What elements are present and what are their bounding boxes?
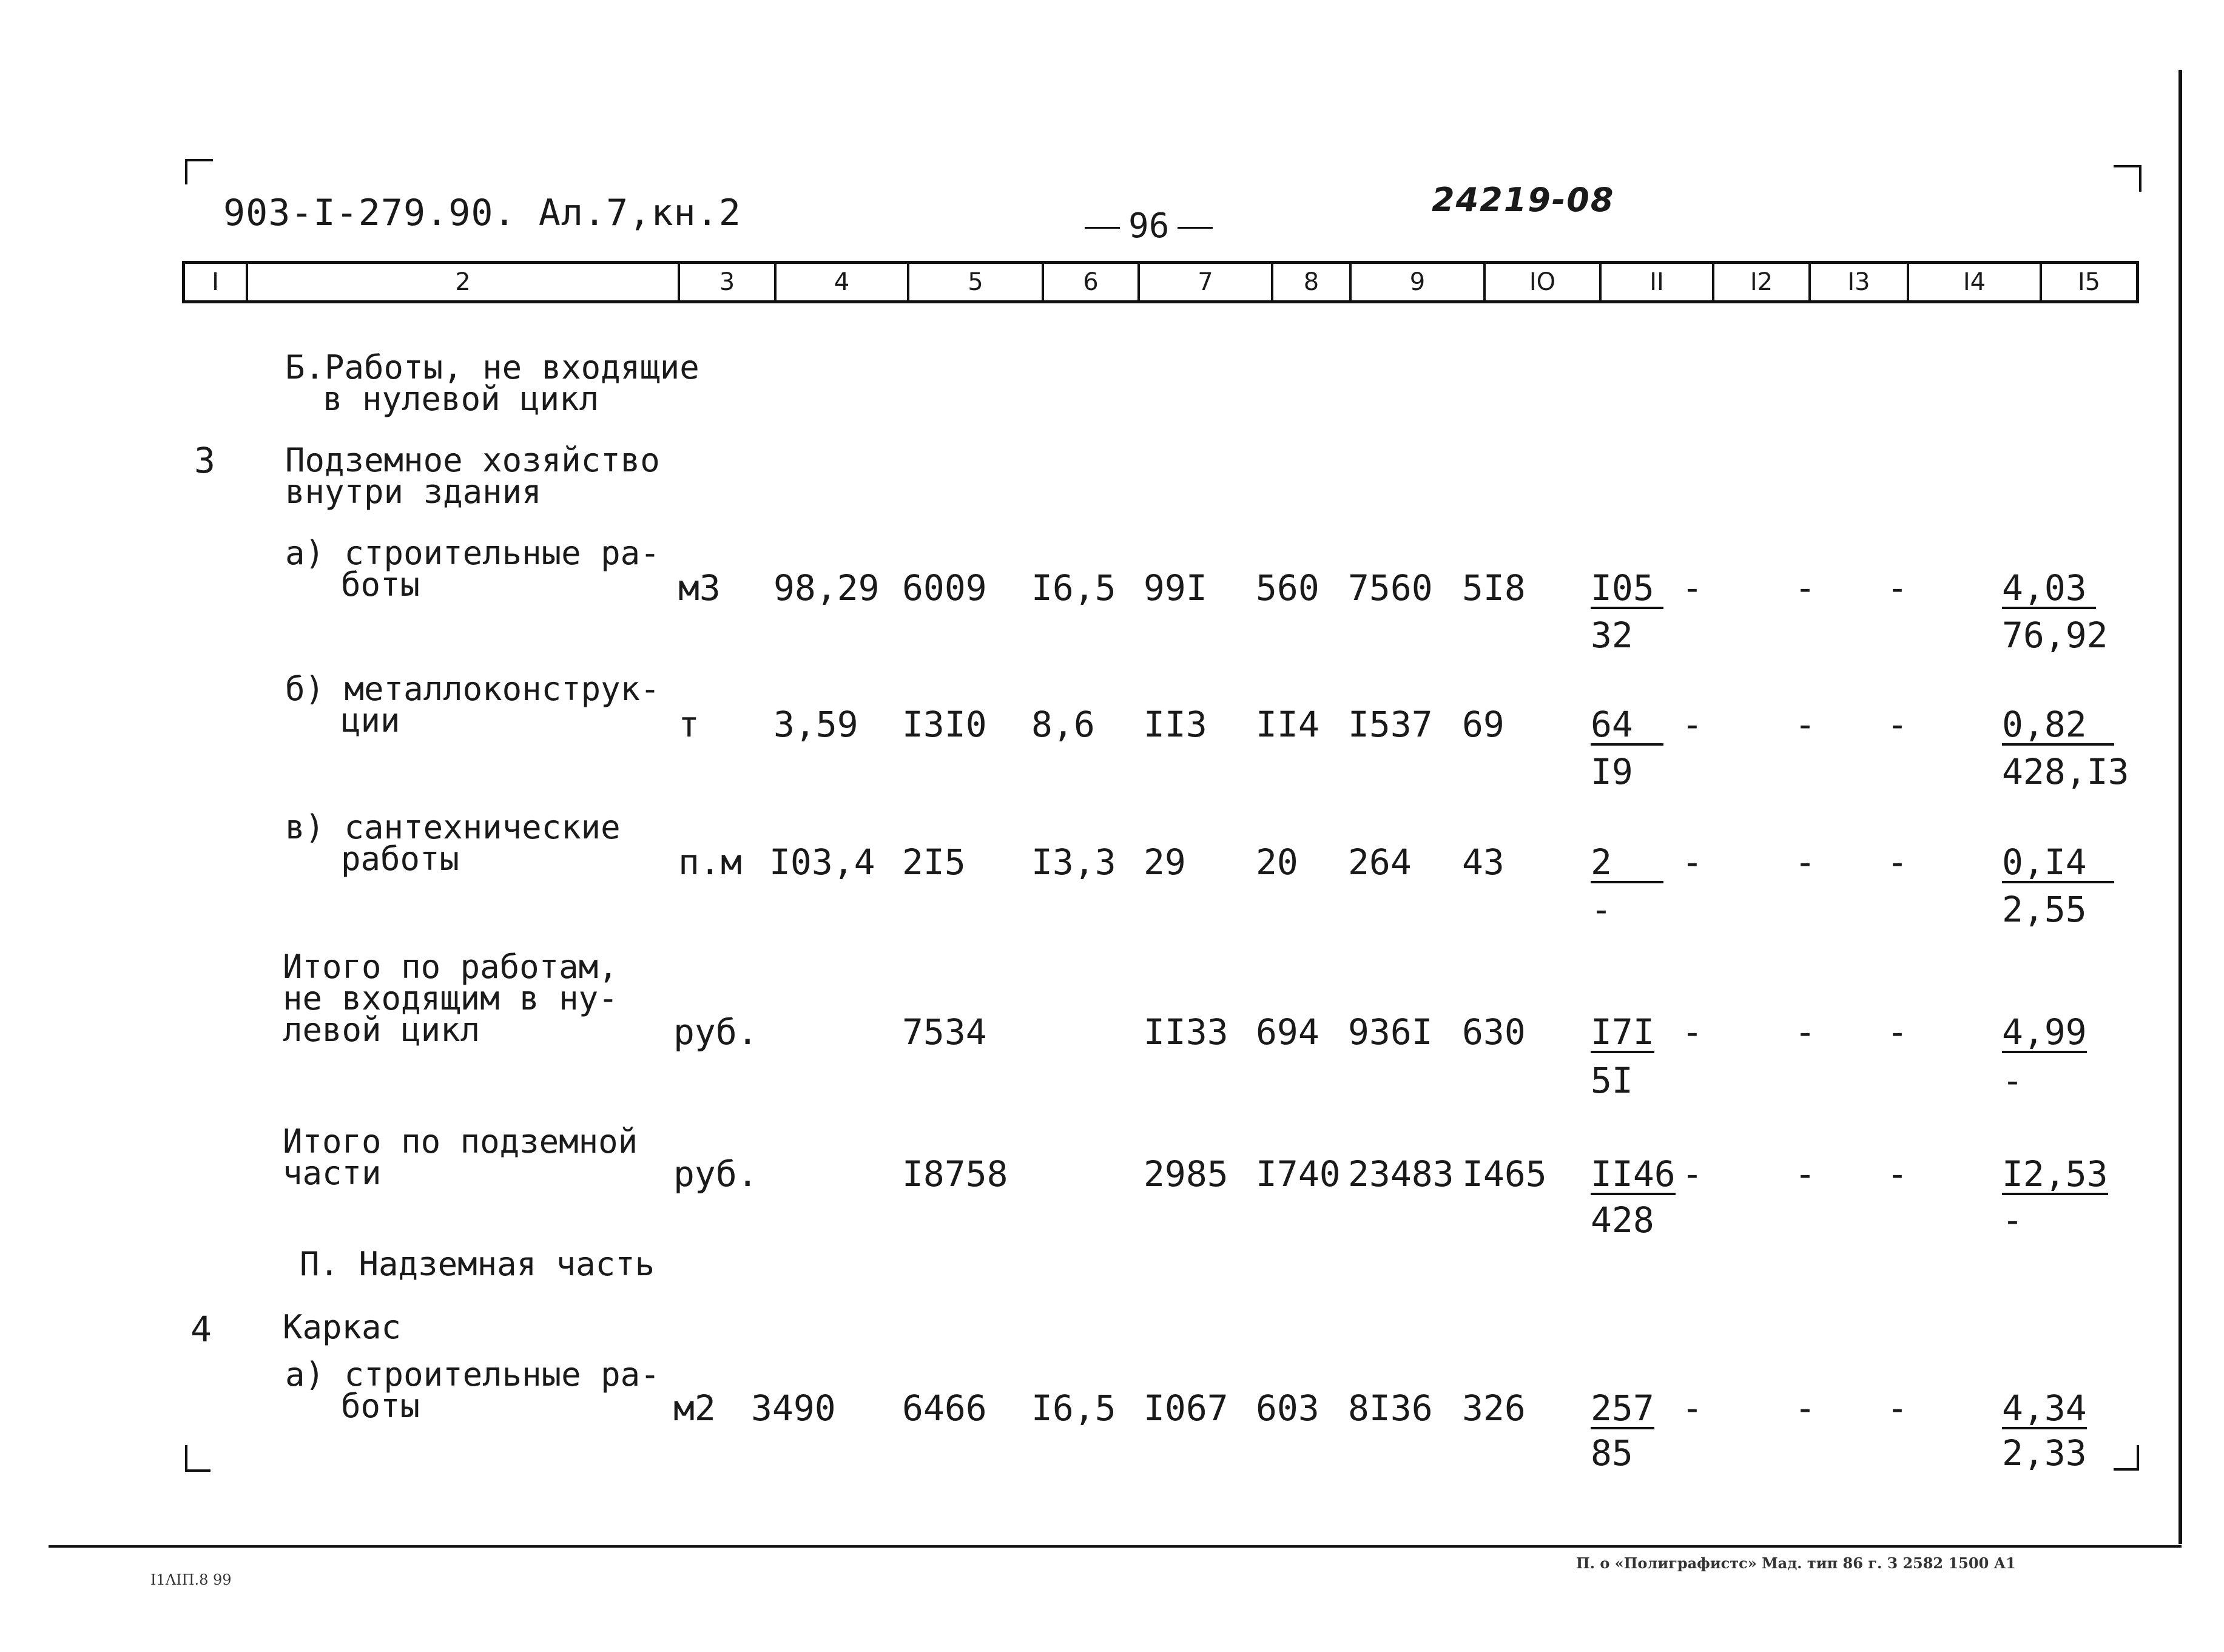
col-9: 9 (1352, 264, 1486, 300)
cell-c9: 936I (1348, 1011, 1433, 1053)
item-title-line2: внутри здания (285, 473, 542, 511)
total-label-line2: не входящим в ну- (283, 979, 618, 1017)
cell-c13: - (1794, 1011, 1816, 1053)
item-title (285, 441, 660, 511)
cell-c13: - (1794, 841, 1816, 883)
cell-c11-bottom: 428 (1591, 1199, 1654, 1241)
cell-c11-top (1591, 841, 1663, 883)
unit: руб. (673, 1011, 758, 1053)
cell-c5: 6466 (902, 1387, 987, 1429)
page-number (1085, 206, 1213, 246)
cell-c13: - (1794, 567, 1816, 609)
cell-c11-top-value: 64 (1591, 707, 1663, 746)
total-label-line1: Итого по работам, (283, 948, 618, 986)
cell-c11-top (1591, 704, 1663, 746)
row-label (285, 1355, 660, 1425)
row-label-line1: б) металлоконструк- (285, 670, 660, 708)
cell-c14: - (1887, 1011, 1908, 1053)
col-12: I2 (1714, 264, 1811, 300)
column-header-row (182, 261, 2139, 303)
cell-c6: I6,5 (1031, 1387, 1116, 1429)
cell-c4: I03,4 (769, 841, 875, 883)
cell-c8: 20 (1256, 841, 1298, 883)
cell-c7: 99I (1144, 567, 1207, 609)
cell-c8: II4 (1256, 704, 1319, 745)
footer-left: I1ΛΙΠ.8 99 (150, 1571, 232, 1588)
cell-c7: II33 (1144, 1011, 1228, 1053)
cell-c15-top-value: 4,03 (2002, 570, 2096, 609)
corner-mark-tl (185, 159, 213, 161)
cell-c14: - (1887, 704, 1908, 745)
cell-c13: - (1794, 704, 1816, 745)
right-edge-line (2179, 70, 2182, 1544)
cell-c12: - (1682, 567, 1703, 609)
cell-c11-bottom: - (1591, 889, 1612, 930)
doc-code: 903-I-279.90. Ал.7,кн.2 (223, 192, 741, 234)
cell-c11-top-value: 2 (1591, 845, 1663, 883)
cell-c15-top (2002, 1153, 2108, 1195)
cell-c8: 603 (1256, 1387, 1319, 1429)
corner-mark-bl (185, 1469, 211, 1472)
col-6: 6 (1044, 264, 1140, 300)
row-label-line2: ции (341, 701, 400, 740)
col-3: 3 (680, 264, 777, 300)
cell-c6: I6,5 (1031, 567, 1116, 609)
cell-c5: I8758 (902, 1153, 1008, 1195)
cell-c6: 8,6 (1031, 704, 1095, 745)
unit: т (678, 704, 699, 745)
cell-c11-top (1591, 567, 1663, 609)
cell-c7: I067 (1144, 1387, 1228, 1429)
cell-c8: 694 (1256, 1011, 1319, 1053)
col-10: IO (1486, 264, 1602, 300)
col-11: II (1602, 264, 1714, 300)
unit: руб. (673, 1153, 758, 1195)
cell-c13: - (1794, 1153, 1816, 1195)
section-b-title-line1: Б.Работы, не входящие (285, 348, 699, 386)
cell-c8: 560 (1256, 567, 1319, 609)
cell-c11-bottom: 32 (1591, 615, 1633, 656)
cell-c11-top (1591, 1011, 1654, 1053)
cell-c4: 3,59 (773, 704, 858, 745)
row-label-line2: работы (341, 840, 460, 878)
item-title: Каркас (283, 1308, 402, 1346)
cell-c7: 2985 (1144, 1153, 1228, 1195)
total-label-line3: левой цикл (283, 1011, 480, 1049)
corner-mark-br (2114, 1468, 2139, 1471)
row-label (285, 534, 660, 604)
cell-c14: - (1887, 841, 1908, 883)
cell-c15-bottom: 76,92 (2002, 615, 2108, 656)
cell-c11-bottom: I9 (1591, 751, 1633, 792)
cell-c10: 630 (1462, 1011, 1526, 1053)
cell-c11-top-value: I05 (1591, 570, 1663, 609)
cell-c14: - (1887, 1153, 1908, 1195)
col-2: 2 (248, 264, 680, 300)
col-13: I3 (1811, 264, 1909, 300)
cell-c15-top-value: 0,I4 (2002, 845, 2114, 883)
cell-c9: 7560 (1348, 567, 1433, 609)
corner-mark-tl (185, 159, 187, 184)
cell-c15-bottom: - (2002, 1199, 2023, 1241)
cell-c12: - (1682, 704, 1703, 745)
cell-c10: 69 (1462, 704, 1505, 745)
cell-c9: 8I36 (1348, 1387, 1433, 1429)
total-label (283, 948, 618, 1049)
cell-c11-top (1591, 1387, 1654, 1429)
total-label-line2: части (283, 1154, 382, 1192)
cell-c15-top (2002, 1011, 2087, 1053)
cell-c4: 3490 (751, 1387, 836, 1429)
cell-c15-top-value: 4,99 (2002, 1011, 2087, 1053)
cell-c5: I3I0 (902, 704, 987, 745)
cell-c14: - (1887, 1387, 1908, 1429)
corner-mark-br (2137, 1445, 2139, 1471)
corner-mark-bl (185, 1445, 187, 1472)
cell-c10: 326 (1462, 1387, 1526, 1429)
cell-c9: I537 (1348, 704, 1433, 745)
row-label-line1: в) сантехнические (285, 808, 621, 846)
section-b-title (285, 348, 699, 418)
cell-c15-top (2002, 1387, 2087, 1429)
cell-c15-bottom: 2,33 (2002, 1432, 2087, 1474)
col-14: I4 (1909, 264, 2042, 300)
cell-c5: 2I5 (902, 841, 966, 883)
cell-c15-top (2002, 567, 2096, 609)
col-4: 4 (777, 264, 909, 300)
cell-c7: 29 (1144, 841, 1186, 883)
cell-c15-bottom: 428,I3 (2002, 751, 2129, 792)
col-5: 5 (909, 264, 1044, 300)
cell-c15-bottom: - (2002, 1060, 2023, 1101)
cell-c14: - (1887, 567, 1908, 609)
cell-c11-top-value: I7I (1591, 1011, 1654, 1053)
cell-c15-top-value: 0,82 (2002, 707, 2114, 746)
unit: м2 (673, 1387, 716, 1429)
row-label-line1: а) строительные ра- (285, 534, 660, 572)
item-number: 3 (194, 440, 215, 481)
col-1: I (185, 264, 248, 300)
cell-c10: 5I8 (1462, 567, 1526, 609)
item-number: 4 (190, 1309, 212, 1350)
cell-c8: I740 (1256, 1153, 1341, 1195)
corner-mark-tr (2114, 165, 2141, 167)
row-label (285, 808, 621, 878)
cell-c11-top (1591, 1153, 1676, 1195)
cell-c12: - (1682, 841, 1703, 883)
cell-c15-top (2002, 704, 2114, 746)
row-label-line2: боты (341, 1387, 420, 1425)
cell-c11-top-value: II46 (1591, 1153, 1676, 1195)
cell-c5: 6009 (902, 567, 987, 609)
bottom-edge-line (49, 1545, 2182, 1548)
unit: п.м (678, 841, 742, 883)
handwritten-code: 24219-08 (1432, 181, 1615, 219)
cell-c9: 23483 (1348, 1153, 1454, 1195)
cell-c4: 98,29 (773, 567, 880, 609)
cell-c12: - (1682, 1011, 1703, 1053)
col-15: I5 (2077, 268, 2101, 296)
cell-c11-top-value: 257 (1591, 1387, 1654, 1429)
footer-right: П. о «Полиграфистс» Мад. тип 86 г. З 2582 1500 А1 (1576, 1554, 2016, 1572)
cell-c5: 7534 (902, 1011, 987, 1053)
cell-c11-bottom: 5I (1591, 1060, 1633, 1101)
cell-c12: - (1682, 1387, 1703, 1429)
unit: м3 (678, 567, 721, 609)
item-title-line1: Подземное хозяйство (285, 441, 660, 479)
col-8: 8 (1273, 264, 1352, 300)
section-b-title-line2: в нулевой цикл (323, 380, 599, 418)
cell-c15-top-value: I2,53 (2002, 1153, 2108, 1195)
section-ii-title: П. Надземная часть (300, 1245, 655, 1283)
page-number-value: 96 (1128, 206, 1170, 246)
cell-c6: I3,3 (1031, 841, 1116, 883)
cell-c13: - (1794, 1387, 1816, 1429)
corner-mark-tr (2139, 165, 2141, 192)
col-7: 7 (1140, 264, 1273, 300)
cell-c15-top-value: 4,34 (2002, 1387, 2087, 1429)
cell-c10: I465 (1462, 1153, 1547, 1195)
cell-c12: - (1682, 1153, 1703, 1195)
cell-c10: 43 (1462, 841, 1505, 883)
cell-c15-top (2002, 841, 2114, 883)
cell-c9: 264 (1348, 841, 1412, 883)
cell-c7: II3 (1144, 704, 1207, 745)
cell-c11-bottom: 85 (1591, 1432, 1633, 1474)
total-label-line1: Итого по подземной (283, 1122, 638, 1161)
cell-c15-bottom: 2,55 (2002, 889, 2087, 930)
total-label (283, 1122, 638, 1192)
row-label-line2: боты (341, 565, 420, 604)
row-label (285, 670, 660, 740)
row-label-line1: а) строительные ра- (285, 1355, 660, 1394)
